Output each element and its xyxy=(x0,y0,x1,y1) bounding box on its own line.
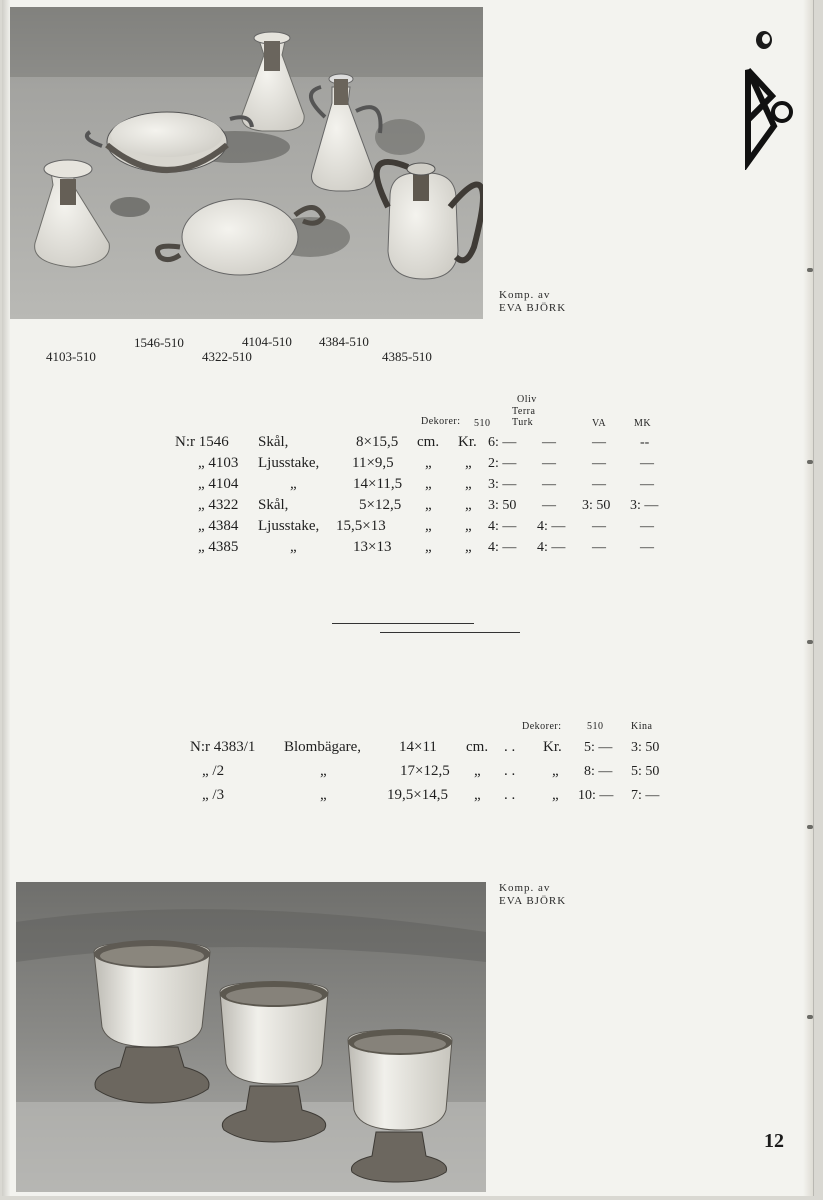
top-product-photo xyxy=(10,7,483,319)
cell-nr: „ /2 xyxy=(202,763,225,779)
cell-unit2: „ xyxy=(465,539,472,555)
cell-unit2: „ xyxy=(465,455,472,471)
cell-size: 5×12,5 xyxy=(359,497,402,513)
cell-size: 13×13 xyxy=(353,539,392,555)
cell-price-mk: — xyxy=(640,519,654,534)
credit-line-1: Komp. av xyxy=(499,289,551,301)
cell-kr: Kr. xyxy=(543,739,562,755)
cell-kr: „ xyxy=(552,763,559,779)
cell-price-va: 3: 50 xyxy=(582,498,611,513)
cell-dots: . . xyxy=(504,787,516,803)
binding-hole xyxy=(807,1015,813,1019)
cell-name: Ljusstake, xyxy=(258,455,320,471)
cell-unit: cm. xyxy=(466,739,489,755)
header-kina: Kina xyxy=(631,721,653,732)
page-number: 12 xyxy=(764,1130,784,1152)
cell-unit: „ xyxy=(425,497,432,513)
binding-shadow xyxy=(2,0,10,1196)
bottom-photo-credit xyxy=(499,882,566,908)
cell-name: „ xyxy=(320,787,327,803)
cell-nr: „ 4385 xyxy=(198,539,239,555)
cell-price-kina: 7: — xyxy=(631,788,660,803)
item-number-4322: 4322-510 xyxy=(202,349,252,364)
header-510: 510 xyxy=(474,418,491,429)
cell-size: 14×11,5 xyxy=(353,476,403,492)
cell-unit2: „ xyxy=(465,476,472,492)
item-number-4384: 4384-510 xyxy=(319,334,369,349)
item-number-1546: 1546-510 xyxy=(134,335,184,350)
divider-rule xyxy=(332,623,474,624)
item-number-4104: 4104-510 xyxy=(242,334,292,349)
binding-hole xyxy=(807,640,813,644)
cell-size: 19,5×14,5 xyxy=(387,787,448,803)
cell-nr: „ /3 xyxy=(202,787,225,803)
cell-price-510: 3: 50 xyxy=(488,498,517,513)
header-turk: Turk xyxy=(512,417,534,428)
cell-dots: . . xyxy=(504,763,516,779)
cell-unit: „ xyxy=(425,539,432,555)
cell-price-va: — xyxy=(592,456,606,471)
cell-unit: cm. xyxy=(417,434,440,450)
binding-hole xyxy=(807,268,813,272)
cell-size: 14×11 xyxy=(399,739,437,755)
cell-price-510: 10: — xyxy=(578,788,614,803)
cell-nr: N:r 1546 xyxy=(175,434,229,450)
cell-size: 11×9,5 xyxy=(352,455,394,471)
cell-price-kina: 5: 50 xyxy=(631,764,660,779)
cell-nr: „ 4103 xyxy=(198,455,239,471)
cell-name: Ljusstake, xyxy=(258,518,320,534)
cell-price-510: 2: — xyxy=(488,456,517,471)
header-510-2: 510 xyxy=(587,721,604,732)
item-number-4385: 4385-510 xyxy=(382,349,432,364)
cell-price-mk: — xyxy=(640,456,654,471)
credit-line-2: EVA BJÖRK xyxy=(499,895,567,907)
ceramics-photo-top xyxy=(10,7,483,319)
binding-hole xyxy=(807,460,813,464)
cell-price-oliv: — xyxy=(542,498,556,513)
cell-size: 8×15,5 xyxy=(356,434,399,450)
cell-name: Blombägare, xyxy=(284,739,362,755)
catalog-page xyxy=(2,0,814,1196)
bo-logo-icon xyxy=(742,30,802,170)
cell-dots: . . xyxy=(504,739,516,755)
header-va: VA xyxy=(592,418,607,429)
cell-price-kina: 3: 50 xyxy=(631,740,660,755)
header-dekorer-2: Dekorer: xyxy=(522,721,562,732)
cell-price-oliv: — xyxy=(542,435,556,450)
cell-price-oliv: 4: — xyxy=(537,519,566,534)
cell-unit: „ xyxy=(425,476,432,492)
cell-unit2: Kr. xyxy=(458,434,477,450)
divider-rule xyxy=(380,632,520,633)
cell-name: Skål, xyxy=(258,434,289,450)
cell-unit: „ xyxy=(474,763,481,779)
cell-price-510: 8: — xyxy=(584,764,613,779)
top-photo-credit xyxy=(499,289,566,315)
header-terra: Terra xyxy=(512,406,536,417)
cell-unit2: „ xyxy=(465,518,472,534)
credit-line-2: EVA BJÖRK xyxy=(499,302,567,314)
cell-price-oliv: 4: — xyxy=(537,540,566,555)
cell-nr: „ 4104 xyxy=(198,476,239,492)
cell-price-va: — xyxy=(592,435,606,450)
cell-size: 15,5×13 xyxy=(336,518,386,534)
cell-price-oliv: — xyxy=(542,456,556,471)
cell-nr: N:r 4383/1 xyxy=(190,739,256,755)
cell-kr: „ xyxy=(552,787,559,803)
cell-unit: „ xyxy=(425,455,432,471)
cell-price-va: — xyxy=(592,477,606,492)
cell-price-510: 6: — xyxy=(488,435,517,450)
credit-line-1: Komp. av xyxy=(499,882,551,894)
item-number-4103: 4103-510 xyxy=(46,349,96,364)
cell-unit: „ xyxy=(474,787,481,803)
header-oliv: Oliv xyxy=(517,394,537,405)
cell-price-va: — xyxy=(592,540,606,555)
cell-price-va: — xyxy=(592,519,606,534)
cell-unit: „ xyxy=(425,518,432,534)
cell-price-mk: — xyxy=(640,540,654,555)
cell-size: 17×12,5 xyxy=(400,763,450,779)
ceramics-photo-bottom xyxy=(16,882,486,1192)
cell-price-510: 4: — xyxy=(488,519,517,534)
cell-price-510: 5: — xyxy=(584,740,613,755)
header-dekorer: Dekorer: xyxy=(421,416,461,427)
cell-price-oliv: — xyxy=(542,477,556,492)
cell-name: „ xyxy=(290,476,297,492)
cell-price-510: 4: — xyxy=(488,540,517,555)
cell-price-mk: -- xyxy=(640,435,650,450)
header-mk: MK xyxy=(634,418,652,429)
binding-hole xyxy=(807,825,813,829)
cell-price-mk: 3: — xyxy=(630,498,659,513)
bottom-product-photo xyxy=(16,882,486,1192)
cell-unit2: „ xyxy=(465,497,472,513)
cell-name: „ xyxy=(320,763,327,779)
cell-nr: „ 4322 xyxy=(198,497,239,513)
cell-price-mk: — xyxy=(640,477,654,492)
cell-name: Skål, xyxy=(258,497,289,513)
cell-nr: „ 4384 xyxy=(198,518,239,534)
cell-price-510: 3: — xyxy=(488,477,517,492)
cell-name: „ xyxy=(290,539,297,555)
